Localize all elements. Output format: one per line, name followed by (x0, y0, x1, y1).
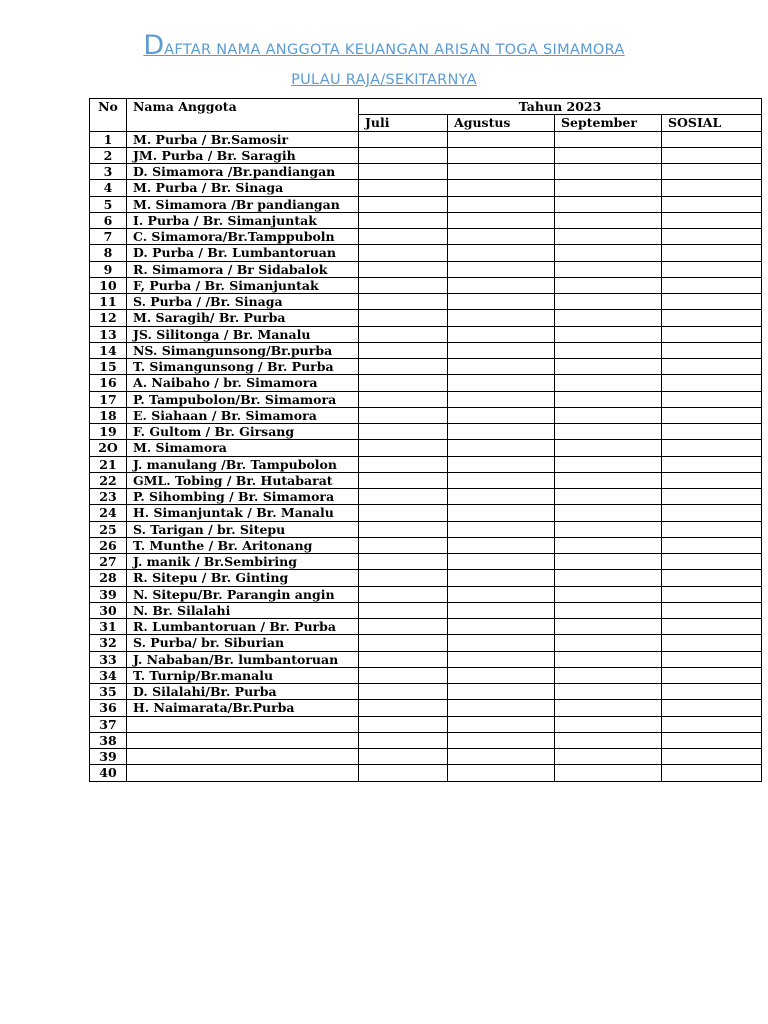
cell-august (448, 554, 555, 570)
cell-august (448, 765, 555, 781)
row-number: 12 (90, 310, 127, 326)
cell-july (359, 505, 448, 521)
cell-august (448, 407, 555, 423)
table-row (90, 261, 762, 277)
cell-july (359, 440, 448, 456)
cell-august (448, 196, 555, 212)
cell-august (448, 619, 555, 635)
cell-sosial (662, 749, 762, 765)
cell-september (555, 586, 662, 602)
cell-sosial (662, 586, 762, 602)
cell-august (448, 164, 555, 180)
cell-sosial (662, 342, 762, 358)
member-name: NS. Simangunsong/Br.purba (127, 342, 359, 358)
table-row (90, 732, 762, 748)
table-row (90, 180, 762, 196)
member-name: D. Purba / Br. Lumbantoruan (127, 245, 359, 261)
cell-sosial (662, 684, 762, 700)
cell-july (359, 537, 448, 553)
cell-july (359, 407, 448, 423)
member-name: M. Simamora /Br pandiangan (127, 196, 359, 212)
table-row (90, 602, 762, 618)
cell-september (555, 164, 662, 180)
cell-september (555, 537, 662, 553)
cell-september (555, 407, 662, 423)
cell-july (359, 212, 448, 228)
cell-sosial (662, 619, 762, 635)
cell-july (359, 391, 448, 407)
cell-sosial (662, 570, 762, 586)
cell-sosial (662, 261, 762, 277)
cell-sosial (662, 667, 762, 683)
cell-september (555, 424, 662, 440)
cell-august (448, 505, 555, 521)
cell-july (359, 424, 448, 440)
cell-july (359, 342, 448, 358)
row-number: 1 (90, 131, 127, 147)
members-table (89, 98, 762, 782)
table-row (90, 716, 762, 732)
cell-august (448, 261, 555, 277)
table-row (90, 749, 762, 765)
cell-july (359, 521, 448, 537)
cell-july (359, 229, 448, 245)
table-row (90, 359, 762, 375)
cell-september (555, 570, 662, 586)
cell-sosial (662, 196, 762, 212)
member-name: GML. Tobing / Br. Hutabarat (127, 472, 359, 488)
member-name: M. Purba / Br. Sinaga (127, 180, 359, 196)
member-name: T. Simangunsong / Br. Purba (127, 359, 359, 375)
member-name: S. Purba / /Br. Sinaga (127, 294, 359, 310)
cell-august (448, 456, 555, 472)
table-row (90, 700, 762, 716)
row-number: 19 (90, 424, 127, 440)
row-number: 22 (90, 472, 127, 488)
row-number: 40 (90, 765, 127, 781)
cell-august (448, 342, 555, 358)
cell-sosial (662, 310, 762, 326)
table-row (90, 294, 762, 310)
cell-july (359, 684, 448, 700)
member-name: S. Tarigan / br. Sitepu (127, 521, 359, 537)
cell-july (359, 732, 448, 748)
cell-sosial (662, 456, 762, 472)
table-row (90, 212, 762, 228)
cell-july (359, 489, 448, 505)
row-number: 35 (90, 684, 127, 700)
cell-sosial (662, 131, 762, 147)
cell-july (359, 716, 448, 732)
table-row (90, 440, 762, 456)
cell-august (448, 700, 555, 716)
cell-sosial (662, 407, 762, 423)
cell-august (448, 651, 555, 667)
cell-august (448, 586, 555, 602)
cell-august (448, 375, 555, 391)
row-number: 38 (90, 732, 127, 748)
row-number: 8 (90, 245, 127, 261)
cell-sosial (662, 554, 762, 570)
cell-september (555, 147, 662, 163)
cell-july (359, 164, 448, 180)
member-name: H. Simanjuntak / Br. Manalu (127, 505, 359, 521)
table-row (90, 651, 762, 667)
cell-sosial (662, 375, 762, 391)
member-name: T. Munthe / Br. Aritonang (127, 537, 359, 553)
cell-september (555, 342, 662, 358)
table-row (90, 424, 762, 440)
member-name: JS. Silitonga / Br. Manalu (127, 326, 359, 342)
row-number: 23 (90, 489, 127, 505)
cell-august (448, 635, 555, 651)
row-number: 39 (90, 749, 127, 765)
cell-august (448, 277, 555, 293)
member-name: R. Simamora / Br Sidabalok (127, 261, 359, 277)
header-month-july: Juli (359, 115, 448, 131)
cell-sosial (662, 521, 762, 537)
cell-september (555, 619, 662, 635)
member-name: P. Tampubolon/Br. Simamora (127, 391, 359, 407)
row-number: 3 (90, 164, 127, 180)
cell-july (359, 667, 448, 683)
cell-july (359, 180, 448, 196)
cell-sosial (662, 359, 762, 375)
row-number: 7 (90, 229, 127, 245)
member-name: I. Purba / Br. Simanjuntak (127, 212, 359, 228)
table-row (90, 586, 762, 602)
cell-sosial (662, 765, 762, 781)
cell-july (359, 326, 448, 342)
cell-sosial (662, 716, 762, 732)
cell-september (555, 716, 662, 732)
row-number: 26 (90, 537, 127, 553)
member-name: D. Simamora /Br.pandiangan (127, 164, 359, 180)
cell-august (448, 667, 555, 683)
member-name: M. Simamora (127, 440, 359, 456)
cell-september (555, 521, 662, 537)
member-name (127, 732, 359, 748)
cell-sosial (662, 472, 762, 488)
member-name: N. Sitepu/Br. Parangin angin (127, 586, 359, 602)
cell-sosial (662, 294, 762, 310)
row-number: 14 (90, 342, 127, 358)
cell-august (448, 212, 555, 228)
cell-august (448, 294, 555, 310)
row-number: 31 (90, 619, 127, 635)
row-number: 33 (90, 651, 127, 667)
cell-sosial (662, 537, 762, 553)
table-row (90, 505, 762, 521)
cell-july (359, 749, 448, 765)
table-row (90, 765, 762, 781)
member-name (127, 716, 359, 732)
document-subtitle: PULAU RAJA/SEKITARNYA (291, 72, 477, 88)
cell-sosial (662, 147, 762, 163)
table-row (90, 131, 762, 147)
cell-sosial (662, 635, 762, 651)
cell-september (555, 261, 662, 277)
member-name: J. manik / Br.Sembiring (127, 554, 359, 570)
cell-september (555, 245, 662, 261)
cell-july (359, 245, 448, 261)
table-row (90, 537, 762, 553)
cell-sosial (662, 164, 762, 180)
cell-august (448, 326, 555, 342)
cell-august (448, 245, 555, 261)
table-row (90, 521, 762, 537)
member-name: R. Sitepu / Br. Ginting (127, 570, 359, 586)
cell-july (359, 294, 448, 310)
cell-september (555, 294, 662, 310)
cell-september (555, 456, 662, 472)
cell-sosial (662, 326, 762, 342)
cell-september (555, 684, 662, 700)
cell-september (555, 700, 662, 716)
cell-sosial (662, 700, 762, 716)
header-month-august: Agustus (448, 115, 555, 131)
cell-july (359, 602, 448, 618)
table-row (90, 391, 762, 407)
cell-september (555, 326, 662, 342)
header-year: Tahun 2023 (359, 99, 762, 115)
row-number: 16 (90, 375, 127, 391)
row-number: 10 (90, 277, 127, 293)
cell-september (555, 749, 662, 765)
cell-sosial (662, 229, 762, 245)
cell-september (555, 765, 662, 781)
row-number: 15 (90, 359, 127, 375)
row-number: 6 (90, 212, 127, 228)
member-name: F. Gultom / Br. Girsang (127, 424, 359, 440)
row-number: 9 (90, 261, 127, 277)
table-row (90, 635, 762, 651)
table-row (90, 407, 762, 423)
cell-september (555, 391, 662, 407)
cell-sosial (662, 505, 762, 521)
table-row (90, 375, 762, 391)
cell-july (359, 147, 448, 163)
cell-sosial (662, 651, 762, 667)
header-no: No (90, 99, 127, 132)
cell-sosial (662, 732, 762, 748)
cell-august (448, 537, 555, 553)
member-name: M. Purba / Br.Samosir (127, 131, 359, 147)
row-number: 5 (90, 196, 127, 212)
cell-september (555, 359, 662, 375)
cell-sosial (662, 440, 762, 456)
cell-august (448, 131, 555, 147)
cell-august (448, 684, 555, 700)
cell-august (448, 521, 555, 537)
cell-sosial (662, 489, 762, 505)
header-sosial: SOSIAL (662, 115, 762, 131)
row-number: 17 (90, 391, 127, 407)
cell-july (359, 456, 448, 472)
cell-september (555, 180, 662, 196)
cell-august (448, 732, 555, 748)
table-row (90, 229, 762, 245)
row-number: 11 (90, 294, 127, 310)
cell-september (555, 375, 662, 391)
cell-sosial (662, 602, 762, 618)
row-number: 25 (90, 521, 127, 537)
cell-sosial (662, 391, 762, 407)
row-number: 4 (90, 180, 127, 196)
row-number: 18 (90, 407, 127, 423)
cell-sosial (662, 277, 762, 293)
row-number: 32 (90, 635, 127, 651)
member-name (127, 749, 359, 765)
cell-july (359, 472, 448, 488)
row-number: 27 (90, 554, 127, 570)
cell-september (555, 651, 662, 667)
cell-september (555, 229, 662, 245)
member-name: A. Naibaho / br. Simamora (127, 375, 359, 391)
member-name: P. Sihombing / Br. Simamora (127, 489, 359, 505)
cell-september (555, 212, 662, 228)
table-row (90, 489, 762, 505)
table-row (90, 164, 762, 180)
cell-september (555, 489, 662, 505)
table-row (90, 554, 762, 570)
row-number: 30 (90, 602, 127, 618)
row-number: 36 (90, 700, 127, 716)
cell-july (359, 554, 448, 570)
table-row (90, 667, 762, 683)
row-number: 24 (90, 505, 127, 521)
member-name: H. Naimarata/Br.Purba (127, 700, 359, 716)
cell-july (359, 375, 448, 391)
cell-august (448, 472, 555, 488)
cell-july (359, 700, 448, 716)
table-row (90, 456, 762, 472)
cell-july (359, 651, 448, 667)
members-table-body (90, 131, 762, 781)
title-initial: D (143, 30, 165, 61)
cell-july (359, 359, 448, 375)
cell-july (359, 765, 448, 781)
cell-july (359, 261, 448, 277)
row-number: 34 (90, 667, 127, 683)
member-name (127, 765, 359, 781)
cell-september (555, 732, 662, 748)
table-row (90, 472, 762, 488)
cell-sosial (662, 212, 762, 228)
table-row (90, 196, 762, 212)
table-row (90, 277, 762, 293)
cell-september (555, 554, 662, 570)
cell-august (448, 749, 555, 765)
header-name: Nama Anggota (127, 99, 359, 132)
cell-august (448, 570, 555, 586)
table-row (90, 342, 762, 358)
member-name: C. Simamora/Br.Tamppuboln (127, 229, 359, 245)
cell-august (448, 180, 555, 196)
member-name: R. Lumbantoruan / Br. Purba (127, 619, 359, 635)
cell-august (448, 310, 555, 326)
cell-august (448, 147, 555, 163)
cell-august (448, 359, 555, 375)
cell-sosial (662, 180, 762, 196)
table-row (90, 310, 762, 326)
header-row-1 (90, 99, 762, 115)
table-row (90, 326, 762, 342)
member-name: D. Silalahi/Br. Purba (127, 684, 359, 700)
cell-july (359, 196, 448, 212)
cell-july (359, 586, 448, 602)
cell-september (555, 635, 662, 651)
cell-august (448, 391, 555, 407)
table-row (90, 684, 762, 700)
member-name: J. manulang /Br. Tampubolon (127, 456, 359, 472)
member-name: S. Purba/ br. Siburian (127, 635, 359, 651)
member-name: N. Br. Silalahi (127, 602, 359, 618)
cell-sosial (662, 245, 762, 261)
cell-august (448, 489, 555, 505)
cell-september (555, 505, 662, 521)
member-name: J. Nababan/Br. lumbantoruan (127, 651, 359, 667)
cell-july (359, 277, 448, 293)
title-text: AFTAR NAMA ANGGOTA KEUANGAN ARISAN TOGA SIMAMORA (164, 42, 625, 58)
row-number: 39 (90, 586, 127, 602)
table-row (90, 147, 762, 163)
document-title (0, 30, 768, 66)
cell-september (555, 310, 662, 326)
cell-september (555, 602, 662, 618)
member-name: JM. Purba / Br. Saragih (127, 147, 359, 163)
member-name: E. Siahaan / Br. Simamora (127, 407, 359, 423)
cell-july (359, 131, 448, 147)
cell-july (359, 619, 448, 635)
cell-september (555, 472, 662, 488)
row-number: 28 (90, 570, 127, 586)
row-number: 2O (90, 440, 127, 456)
row-number: 21 (90, 456, 127, 472)
cell-september (555, 277, 662, 293)
row-number: 2 (90, 147, 127, 163)
table-row (90, 570, 762, 586)
member-name: T. Turnip/Br.manalu (127, 667, 359, 683)
cell-september (555, 667, 662, 683)
row-number: 13 (90, 326, 127, 342)
cell-september (555, 131, 662, 147)
cell-july (359, 310, 448, 326)
cell-sosial (662, 424, 762, 440)
table-row (90, 619, 762, 635)
cell-july (359, 635, 448, 651)
cell-july (359, 570, 448, 586)
member-name: F, Purba / Br. Simanjuntak (127, 277, 359, 293)
table-row (90, 245, 762, 261)
cell-september (555, 196, 662, 212)
cell-august (448, 716, 555, 732)
cell-august (448, 424, 555, 440)
cell-september (555, 440, 662, 456)
row-number: 37 (90, 716, 127, 732)
header-month-september: September (555, 115, 662, 131)
cell-august (448, 440, 555, 456)
cell-august (448, 602, 555, 618)
member-name: M. Saragih/ Br. Purba (127, 310, 359, 326)
cell-august (448, 229, 555, 245)
